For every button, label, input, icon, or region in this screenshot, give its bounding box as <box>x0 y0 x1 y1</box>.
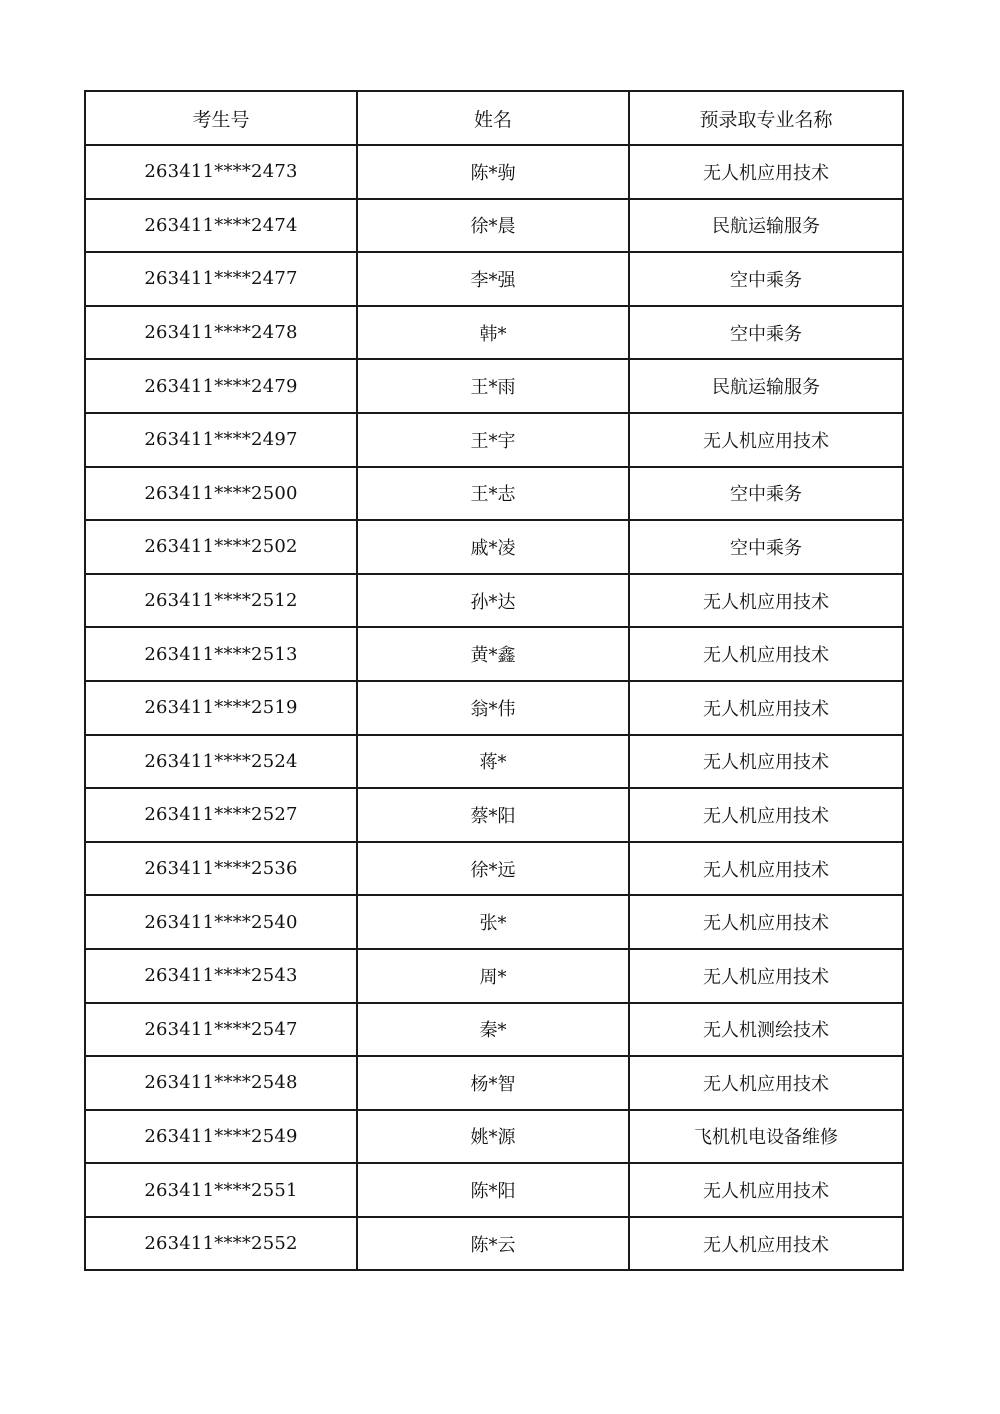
major-cell: 无人机应用技术 <box>629 145 903 199</box>
table-row <box>85 627 903 681</box>
table-row <box>85 1003 903 1057</box>
table-row <box>85 895 903 949</box>
candidate-number-cell: 263411****2543 <box>85 949 357 1003</box>
major-cell: 无人机应用技术 <box>629 627 903 681</box>
name-cell: 陈*云 <box>357 1217 629 1271</box>
major-cell: 无人机应用技术 <box>629 574 903 628</box>
table-row <box>85 359 903 413</box>
major-cell: 空中乘务 <box>629 306 903 360</box>
major-cell: 无人机应用技术 <box>629 842 903 896</box>
name-cell: 徐*远 <box>357 842 629 896</box>
table-row <box>85 1217 903 1271</box>
header-major: 预录取专业名称 <box>629 91 903 145</box>
candidate-number-cell: 263411****2478 <box>85 306 357 360</box>
candidate-number-cell: 263411****2548 <box>85 1056 357 1110</box>
name-cell: 韩* <box>357 306 629 360</box>
name-cell: 蒋* <box>357 735 629 789</box>
table-row <box>85 467 903 521</box>
major-cell: 无人机应用技术 <box>629 735 903 789</box>
major-cell: 无人机应用技术 <box>629 1056 903 1110</box>
table-row <box>85 1056 903 1110</box>
table-row <box>85 735 903 789</box>
header-candidate-number: 考生号 <box>85 91 357 145</box>
name-cell: 黄*鑫 <box>357 627 629 681</box>
major-cell: 空中乘务 <box>629 520 903 574</box>
major-cell: 民航运输服务 <box>629 199 903 253</box>
major-cell: 无人机应用技术 <box>629 788 903 842</box>
table-row <box>85 199 903 253</box>
name-cell: 王*宇 <box>357 413 629 467</box>
table-row <box>85 574 903 628</box>
candidate-number-cell: 263411****2500 <box>85 467 357 521</box>
major-cell: 飞机机电设备维修 <box>629 1110 903 1164</box>
name-cell: 杨*智 <box>357 1056 629 1110</box>
major-cell: 无人机应用技术 <box>629 895 903 949</box>
name-cell: 王*志 <box>357 467 629 521</box>
candidate-number-cell: 263411****2497 <box>85 413 357 467</box>
major-cell: 无人机应用技术 <box>629 949 903 1003</box>
candidate-number-cell: 263411****2502 <box>85 520 357 574</box>
major-cell: 无人机应用技术 <box>629 413 903 467</box>
name-cell: 蔡*阳 <box>357 788 629 842</box>
candidate-number-cell: 263411****2540 <box>85 895 357 949</box>
candidate-number-cell: 263411****2551 <box>85 1163 357 1217</box>
table-row <box>85 413 903 467</box>
table-row <box>85 145 903 199</box>
table-row <box>85 1110 903 1164</box>
candidate-number-cell: 263411****2477 <box>85 252 357 306</box>
candidate-number-cell: 263411****2519 <box>85 681 357 735</box>
name-cell: 姚*源 <box>357 1110 629 1164</box>
table-row <box>85 252 903 306</box>
header-name: 姓名 <box>357 91 629 145</box>
name-cell: 戚*凌 <box>357 520 629 574</box>
major-cell: 无人机应用技术 <box>629 1163 903 1217</box>
admission-table <box>84 90 904 1271</box>
candidate-number-cell: 263411****2474 <box>85 199 357 253</box>
major-cell: 无人机应用技术 <box>629 681 903 735</box>
candidate-number-cell: 263411****2549 <box>85 1110 357 1164</box>
candidate-number-cell: 263411****2513 <box>85 627 357 681</box>
name-cell: 张* <box>357 895 629 949</box>
major-cell: 空中乘务 <box>629 252 903 306</box>
candidate-number-cell: 263411****2512 <box>85 574 357 628</box>
name-cell: 周* <box>357 949 629 1003</box>
name-cell: 翁*伟 <box>357 681 629 735</box>
candidate-number-cell: 263411****2547 <box>85 1003 357 1057</box>
admission-list-sheet <box>84 90 902 1271</box>
name-cell: 陈*驹 <box>357 145 629 199</box>
candidate-number-cell: 263411****2536 <box>85 842 357 896</box>
name-cell: 徐*晨 <box>357 199 629 253</box>
table-header-row <box>85 91 903 145</box>
candidate-number-cell: 263411****2524 <box>85 735 357 789</box>
name-cell: 陈*阳 <box>357 1163 629 1217</box>
major-cell: 无人机应用技术 <box>629 1217 903 1271</box>
name-cell: 秦* <box>357 1003 629 1057</box>
candidate-number-cell: 263411****2552 <box>85 1217 357 1271</box>
candidate-number-cell: 263411****2479 <box>85 359 357 413</box>
table-row <box>85 1163 903 1217</box>
table-row <box>85 520 903 574</box>
table-row <box>85 306 903 360</box>
table-body <box>85 145 903 1270</box>
major-cell: 民航运输服务 <box>629 359 903 413</box>
table-row <box>85 681 903 735</box>
major-cell: 无人机测绘技术 <box>629 1003 903 1057</box>
candidate-number-cell: 263411****2527 <box>85 788 357 842</box>
name-cell: 孙*达 <box>357 574 629 628</box>
table-row <box>85 949 903 1003</box>
candidate-number-cell: 263411****2473 <box>85 145 357 199</box>
name-cell: 王*雨 <box>357 359 629 413</box>
table-row <box>85 788 903 842</box>
major-cell: 空中乘务 <box>629 467 903 521</box>
table-row <box>85 842 903 896</box>
name-cell: 李*强 <box>357 252 629 306</box>
